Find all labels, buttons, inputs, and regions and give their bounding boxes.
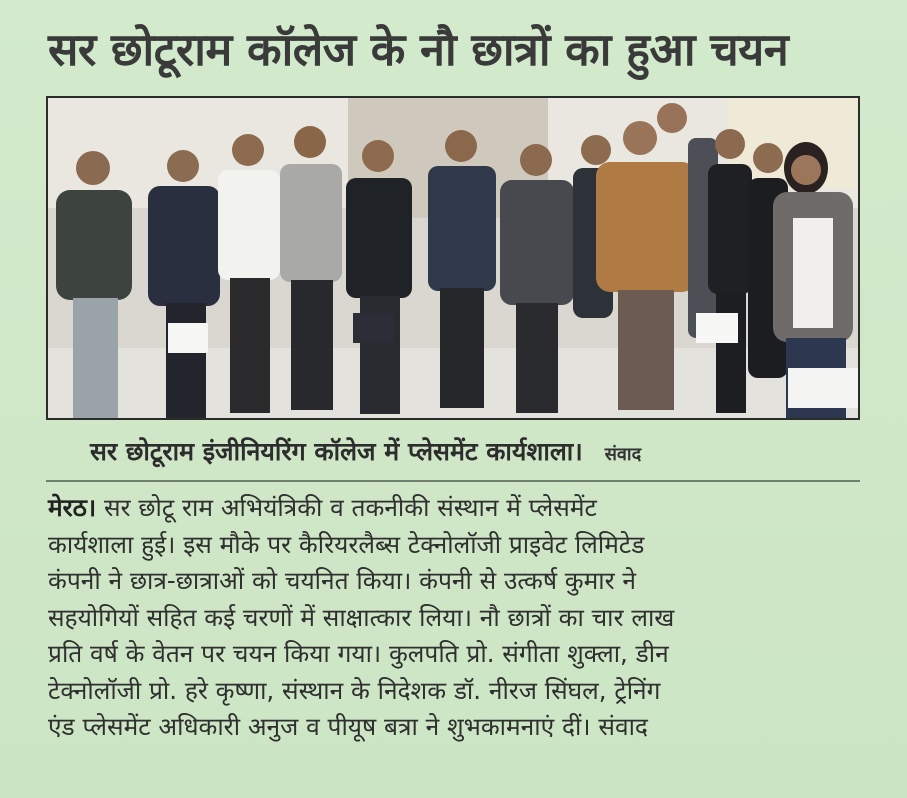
photo-caption xyxy=(90,434,870,473)
body-line-3: कंपनी ने छात्र-छात्राओं को चयनित किया। कंपनी से उत्कर्ष कुमार ने xyxy=(48,566,636,595)
body-line-1 xyxy=(48,490,878,527)
body-line-1-text: सर छोटू राम अभियंत्रिकी व तकनीकी संस्थान में प्लेसमेंट xyxy=(104,493,597,522)
dateline: मेरठ। xyxy=(48,493,97,522)
caption-text: सर छोटूराम इंजीनियरिंग कॉलेज में प्लेसमेंट कार्यशाला। xyxy=(90,437,583,466)
article-headline: सर छोटूराम कॉलेज के नौ छात्रों का हुआ चयन xyxy=(48,23,789,76)
article-body xyxy=(48,490,878,746)
article-photo xyxy=(46,96,860,420)
group-photo-image xyxy=(48,98,858,418)
caption-divider xyxy=(46,480,860,482)
body-line-6: टेक्नोलॉजी प्रो. हरे कृष्णा, संस्थान के निदेशक डॉ. नीरज सिंघल, ट्रेनिंग xyxy=(48,675,661,705)
body-line-5: प्रति वर्ष के वेतन पर चयन किया गया। कुलपति प्रो. संगीता शुक्ला, डीन xyxy=(48,639,669,668)
caption-credit: संवाद xyxy=(604,444,642,465)
body-line-7: एंड प्लेसमेंट अधिकारी अनुज व पीयूष बत्रा ने शुभकामनाएं दीं। संवाद xyxy=(48,712,648,741)
body-line-2: कार्यशाला हुई। इस मौके पर कैरियरलैब्स टेक्नोलॉजी प्राइवेट लिमिटेड xyxy=(48,529,645,559)
body-line-4: सहयोगियों सहित कई चरणों में साक्षात्कार लिया। नौ छात्रों का चार लाख xyxy=(48,602,675,632)
